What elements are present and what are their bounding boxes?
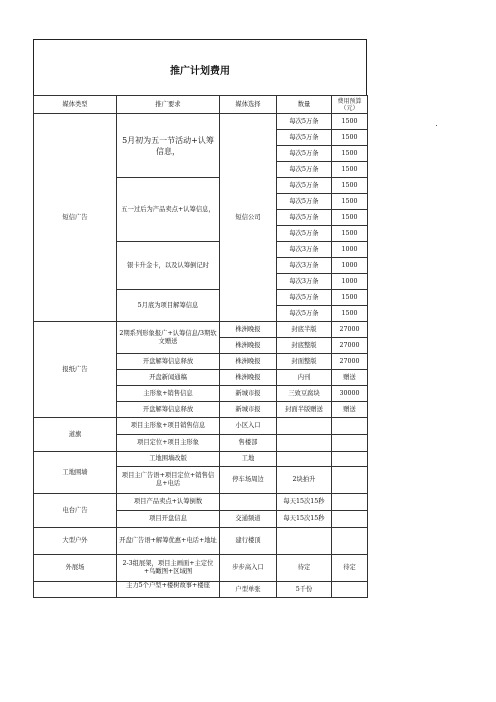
quantity-cell: 每天15次15秒	[277, 511, 332, 528]
media-cell: 株洲晚报	[220, 338, 277, 354]
cost-cell	[332, 528, 368, 555]
media-cell: 株洲晚报	[220, 370, 277, 386]
cost-cell: 待定	[332, 555, 368, 582]
table-row	[34, 582, 368, 598]
quantity-cell: 封面整版	[277, 354, 332, 370]
cost-cell	[332, 494, 368, 511]
quantity-cell: 封底整版	[277, 338, 332, 354]
quantity-cell	[277, 435, 332, 452]
quantity-cell: 每次5万条	[277, 226, 332, 242]
quantity-cell: 每次5万条	[277, 194, 332, 210]
cost-cell: 赠送	[332, 370, 368, 386]
media-type-site-wall: 工地围墙	[34, 452, 117, 494]
cost-cell: 27000	[332, 338, 368, 354]
table-row	[34, 418, 368, 435]
table-row	[34, 322, 368, 338]
requirement-cell: 项目主广告语+项目定位+销售信息+电话	[117, 467, 220, 494]
header-requirement: 推广要求	[117, 96, 220, 114]
table-row	[34, 494, 368, 511]
cost-cell: 30000	[332, 386, 368, 402]
media-cell: 停车场周边	[220, 467, 277, 494]
quantity-cell: 每次5万条	[277, 114, 332, 130]
header-row	[34, 96, 368, 114]
cost-cell: 1500	[332, 178, 368, 194]
quantity-cell: 封底半版	[277, 322, 332, 338]
cost-cell	[332, 467, 368, 494]
cost-cell: 1500	[332, 290, 368, 306]
cost-cell: 赠送	[332, 402, 368, 418]
cost-cell: 1500	[332, 130, 368, 146]
header-media-choice: 媒体选择	[220, 96, 277, 114]
stray-mark	[436, 125, 437, 126]
requirement-cell: 5月底为项目解筹信息	[117, 290, 220, 322]
title-cell	[33, 39, 367, 96]
quantity-cell	[277, 528, 332, 555]
requirement-cell: 项目主形象+项目销售信息	[117, 418, 220, 435]
media-cell: 株洲晚报	[220, 354, 277, 370]
quantity-cell: 每次5万条	[277, 306, 332, 322]
quantity-cell: 5千份	[277, 582, 332, 598]
requirement-cell: 五一过后为产品卖点+认筹信息，	[117, 178, 220, 242]
media-cell: 新城市报	[220, 386, 277, 402]
media-type-sms: 短信广告	[34, 114, 117, 322]
header-budget: 费用预算（元）	[332, 96, 368, 114]
quantity-cell: 每次5万条	[277, 290, 332, 306]
requirement-cell: 项目开盘信息	[117, 511, 220, 528]
quantity-cell	[277, 418, 332, 435]
table-row	[34, 452, 368, 467]
cost-cell: 27000	[332, 354, 368, 370]
cost-cell: 1000	[332, 242, 368, 258]
quantity-cell: 每次5万条	[277, 146, 332, 162]
media-cell	[220, 494, 277, 511]
media-cell: 小区入口	[220, 418, 277, 435]
requirement-cell: 主形象+销售信息	[117, 386, 220, 402]
table-row	[34, 114, 368, 130]
requirement-cell: 项目定位+项目主形象	[117, 435, 220, 452]
cost-cell: 1000	[332, 258, 368, 274]
requirement-cell: 2期系列形象报广+认筹信息/3期软文赠送	[117, 322, 220, 354]
media-cell: 交通频道	[220, 511, 277, 528]
requirement-cell: 银卡升金卡，以及认筹倒记时	[117, 242, 220, 290]
media-sms-company: 短信公司	[220, 114, 277, 322]
table-row	[34, 555, 368, 582]
quantity-cell: 待定	[277, 555, 332, 582]
page-title: 推广计划费用	[170, 66, 230, 77]
quantity-cell: 2块拍升	[277, 467, 332, 494]
quantity-cell: 每次3万条	[277, 242, 332, 258]
quantity-cell: 每次5万条	[277, 210, 332, 226]
media-cell: 售楼部	[220, 435, 277, 452]
cost-cell	[332, 511, 368, 528]
cost-cell: 1500	[332, 114, 368, 130]
cost-cell	[332, 435, 368, 452]
requirement-cell: 5月初为五一节活动+认筹信息，	[117, 114, 220, 178]
cost-cell: 1500	[332, 306, 368, 322]
requirement-cell: 2-3组展架，项目主画面+主定位+鸟瞰图+区域图	[117, 555, 220, 582]
cost-cell: 1000	[332, 274, 368, 290]
cost-cell: 1500	[332, 210, 368, 226]
quantity-cell: 每次5万条	[277, 162, 332, 178]
cost-cell	[332, 452, 368, 467]
requirement-cell: 开盘解筹信息释放	[117, 402, 220, 418]
quantity-cell: 内刊	[277, 370, 332, 386]
table-row	[34, 528, 368, 555]
media-cell: 步步高入口	[220, 555, 277, 582]
budget-table	[33, 95, 368, 598]
quantity-cell: 每次5万条	[277, 130, 332, 146]
cost-cell: 1500	[332, 146, 368, 162]
quantity-cell: 三致豆腐块	[277, 386, 332, 402]
requirement-cell: 项目产品卖点+认筹倒数	[117, 494, 220, 511]
media-type-road-flag: 道旗	[34, 418, 117, 452]
budget-sheet	[33, 39, 367, 639]
quantity-cell: 每天15次15秒	[277, 494, 332, 511]
cost-cell: 1500	[332, 162, 368, 178]
media-type-exhibition: 外展场	[34, 555, 117, 582]
media-cell: 新城市报	[220, 402, 277, 418]
cost-cell: 1500	[332, 194, 368, 210]
media-type-tv: 电台广告	[34, 494, 117, 528]
header-quantity: 数量	[277, 96, 332, 114]
quantity-cell	[277, 452, 332, 467]
media-cell: 建行楼顶	[220, 528, 277, 555]
requirement-cell: 工地围墙改版	[117, 452, 220, 467]
quantity-cell: 每次3万条	[277, 274, 332, 290]
cost-cell: 1500	[332, 226, 368, 242]
cost-cell: 27000	[332, 322, 368, 338]
media-cell: 株洲晚报	[220, 322, 277, 338]
cost-cell	[332, 582, 368, 598]
cost-cell	[332, 418, 368, 435]
quantity-cell: 封面半版赠送	[277, 402, 332, 418]
header-media-type: 媒体类型	[34, 96, 117, 114]
media-type-newspaper: 报纸广告	[34, 322, 117, 418]
requirement-cell: 开盘广告语+解筹优惠+电话+地址	[117, 528, 220, 555]
media-cell: 户型单张	[220, 582, 277, 598]
media-type-outdoor: 大型户外	[34, 528, 117, 555]
media-cell: 工地	[220, 452, 277, 467]
requirement-cell: 主力5个户型+楼树故事+楼座	[117, 582, 220, 598]
media-type-cell	[34, 582, 117, 598]
requirement-cell: 开盘解筹信息释放	[117, 354, 220, 370]
quantity-cell: 每次3万条	[277, 258, 332, 274]
requirement-cell: 开盘新闻通稿	[117, 370, 220, 386]
quantity-cell: 每次5万条	[277, 178, 332, 194]
